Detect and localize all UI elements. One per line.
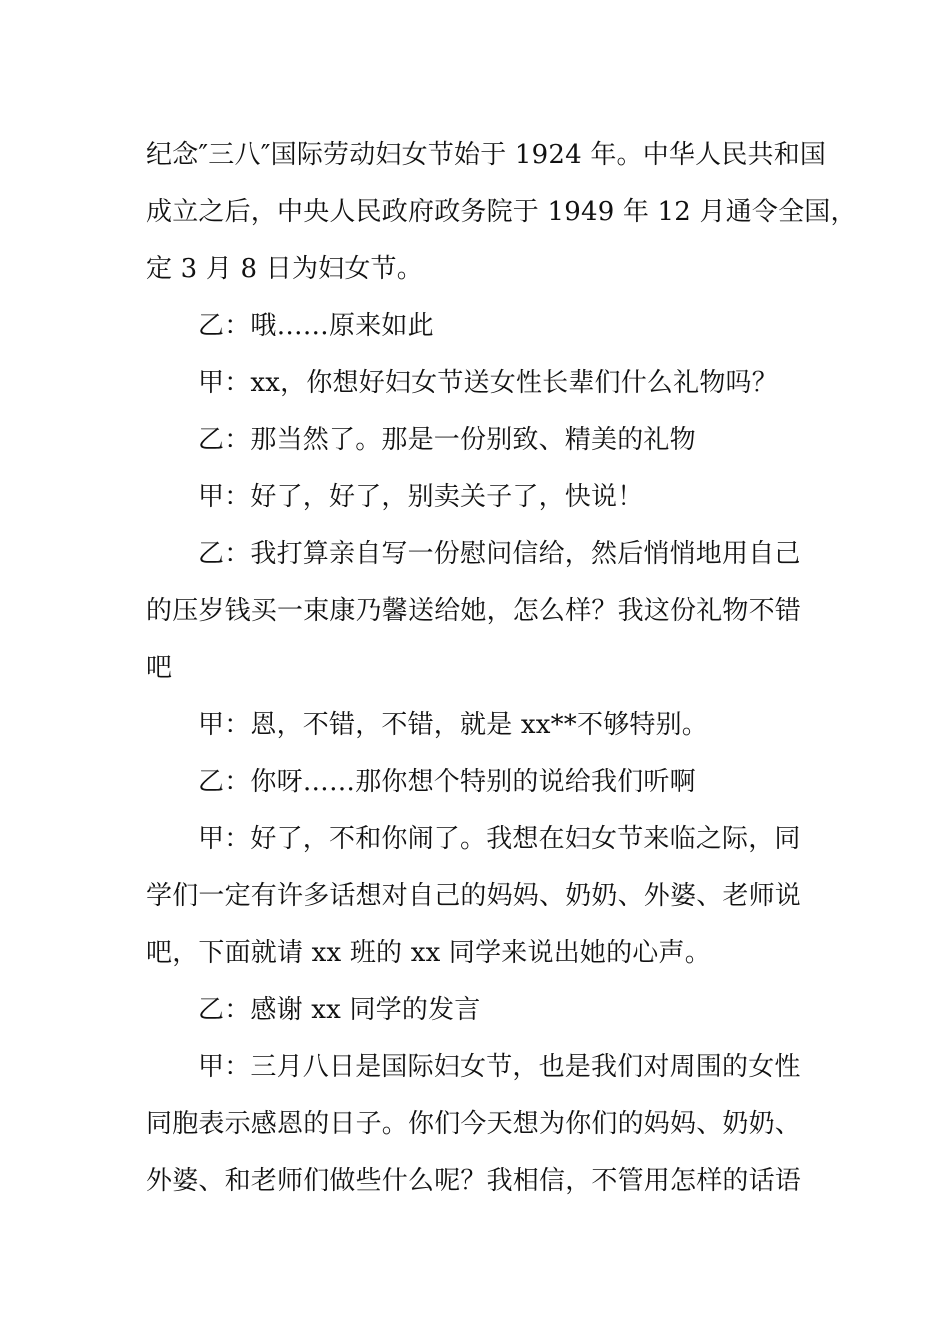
dialogue-line: 甲：好了，好了，别卖关子了，快说！ bbox=[198, 482, 644, 512]
text-line: 的压岁钱买一束康乃馨送给她，怎么样？我这份礼物不错 bbox=[146, 596, 802, 626]
text-line: 同胞表示感恩的日子。你们今天想为你们的妈妈、奶奶、 bbox=[146, 1109, 802, 1139]
text-line: 纪念″三八″国际劳动妇女节始于 1924 年。中华人民共和国 bbox=[146, 140, 827, 170]
text-line: 成立之后，中央人民政府政务院于 1949 年 12 月通令全国， bbox=[146, 197, 857, 227]
dialogue-line: 甲：xx，你想好妇女节送女性长辈们什么礼物吗？ bbox=[198, 368, 778, 398]
text-line: 吧，下面就请 xx 班的 xx 同学来说出她的心声。 bbox=[146, 938, 711, 968]
dialogue-line: 甲：三月八日是国际妇女节，也是我们对周围的女性 bbox=[198, 1052, 801, 1082]
text-line: 外婆、和老师们做些什么呢？我相信，不管用怎样的话语 bbox=[146, 1166, 802, 1196]
dialogue-line: 甲：好了，不和你闹了。我想在妇女节来临之际，同 bbox=[198, 824, 801, 854]
dialogue-line: 乙：那当然了。那是一份别致、精美的礼物 bbox=[198, 425, 696, 455]
dialogue-line: 乙：感谢 xx 同学的发言 bbox=[198, 995, 481, 1025]
document-body bbox=[146, 127, 857, 1210]
text-line: 定 3 月 8 日为妇女节。 bbox=[146, 254, 423, 284]
text-line: 吧 bbox=[146, 653, 173, 683]
dialogue-line: 乙：哦……原来如此 bbox=[198, 311, 434, 341]
dialogue-line: 乙：你呀……那你想个特别的说给我们听啊 bbox=[198, 767, 696, 797]
dialogue-line: 甲：恩，不错，不错，就是 xx**不够特别。 bbox=[198, 710, 708, 740]
dialogue-line: 乙：我打算亲自写一份慰问信给，然后悄悄地用自己 bbox=[198, 539, 801, 569]
text-line: 学们一定有许多话想对自己的妈妈、奶奶、外婆、老师说 bbox=[146, 881, 802, 911]
